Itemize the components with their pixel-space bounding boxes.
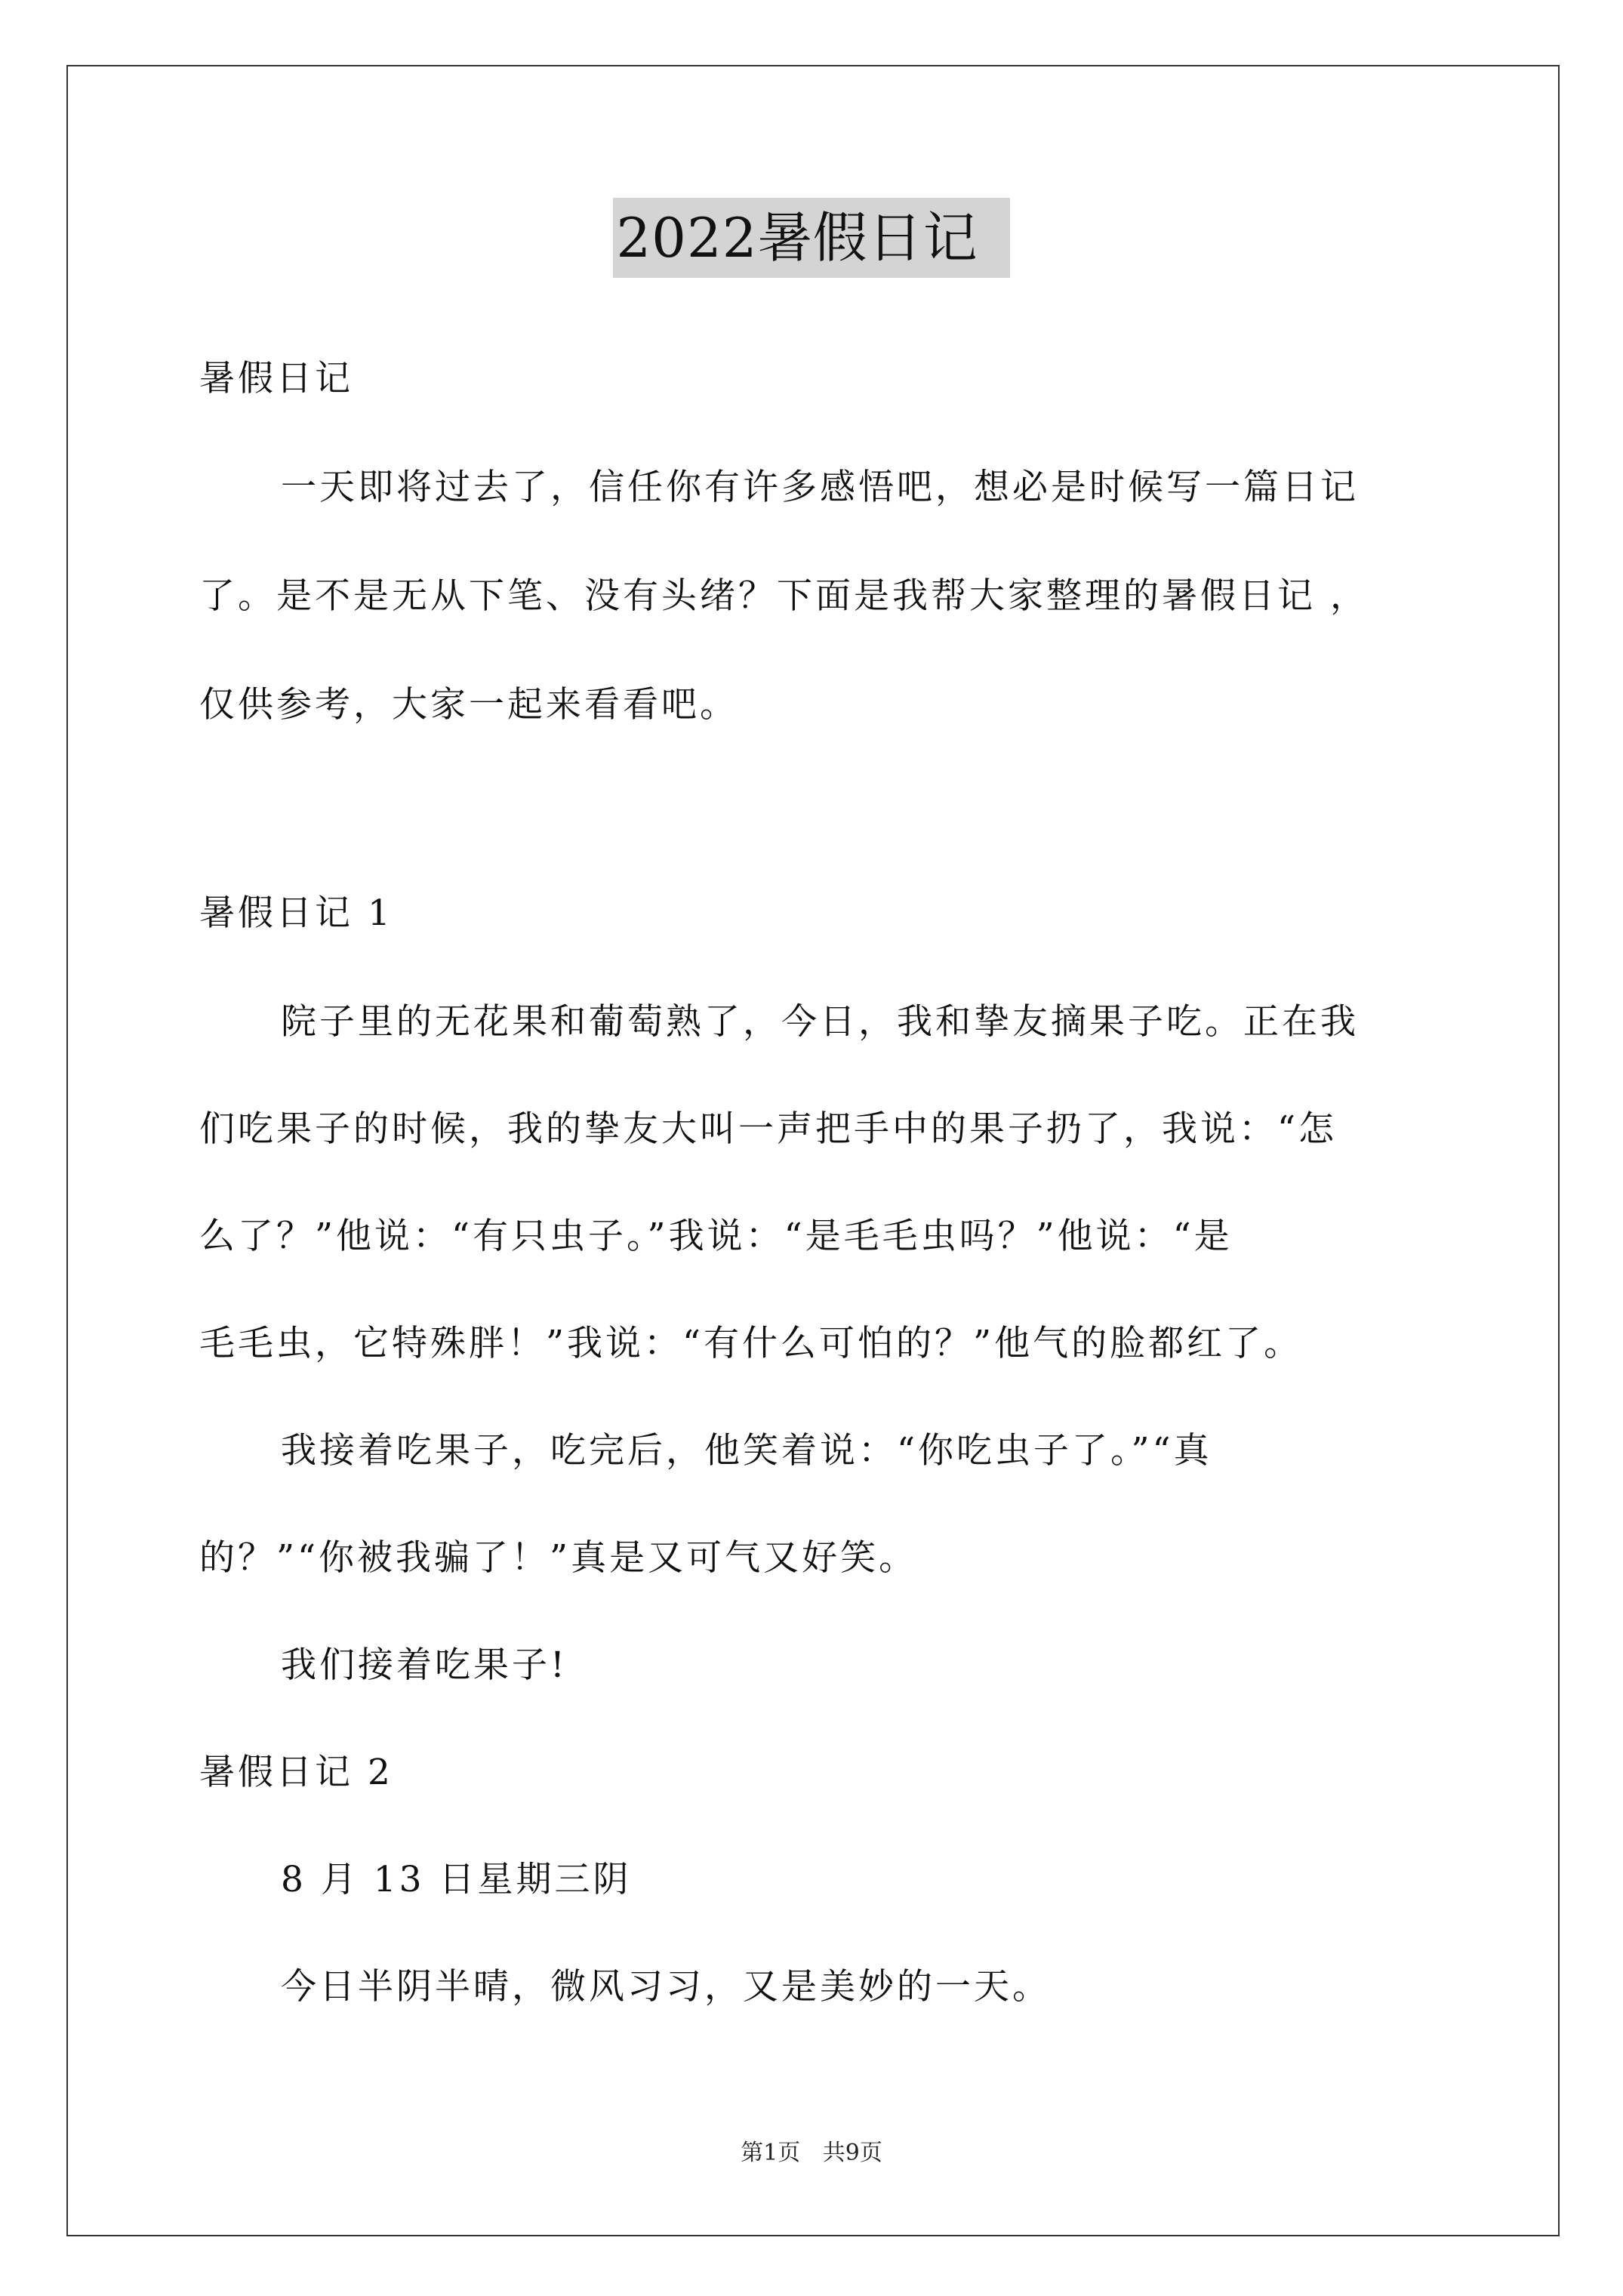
diary1-line: 毛毛虫，它特殊胖！”我说：“有什么可怕的？”他气的脸都红了。 [199,1323,1303,1364]
intro-line: 一天即将过去了，信任你有许多感悟吧，想必是时候写一篇日记 [281,467,1359,508]
page-footer [0,2138,1623,2168]
document-title: 2022暑假日记 [613,198,1009,278]
diary1-line: 我接着吃果子，吃完后，他笑着说：“你吃虫子了。”“真 [281,1430,1212,1472]
page-number-current: 第1页 [741,2140,801,2166]
intro-line: 了。是不是无从下笔、没有头绪？下面是我帮大家整理的暑假日记 ， [199,575,1369,617]
diary2-date-line: 8 月 13 日星期三阴 [281,1859,632,1900]
section-heading-intro: 暑假日记 [199,358,353,399]
diary1-line: 们吃果子的时候，我的挚友大叫一声把手中的果子扔了，我说：“怎 [199,1108,1338,1150]
section-heading-diary-1: 暑假日记 1 [199,892,393,934]
intro-line: 仅供参考，大家一起来看看吧。 [199,684,738,726]
diary1-line: 的？”“你被我骗了！”真是又可气又好笑。 [199,1537,918,1579]
diary1-line: 我们接着吃果子! [281,1644,568,1686]
section-heading-diary-2: 暑假日记 2 [199,1752,393,1793]
title-area [0,198,1623,278]
diary2-line: 今日半阴半晴，微风习习，又是美妙的一天。 [281,1966,1051,2008]
diary1-line: 么了？”他说：“有只虫子。”我说：“是毛毛虫吗？”他说：“是 [199,1216,1233,1257]
page-number-total: 共9页 [822,2140,882,2166]
diary1-line: 院子里的无花果和葡萄熟了，今日，我和挚友摘果子吃。正在我 [281,1001,1359,1043]
